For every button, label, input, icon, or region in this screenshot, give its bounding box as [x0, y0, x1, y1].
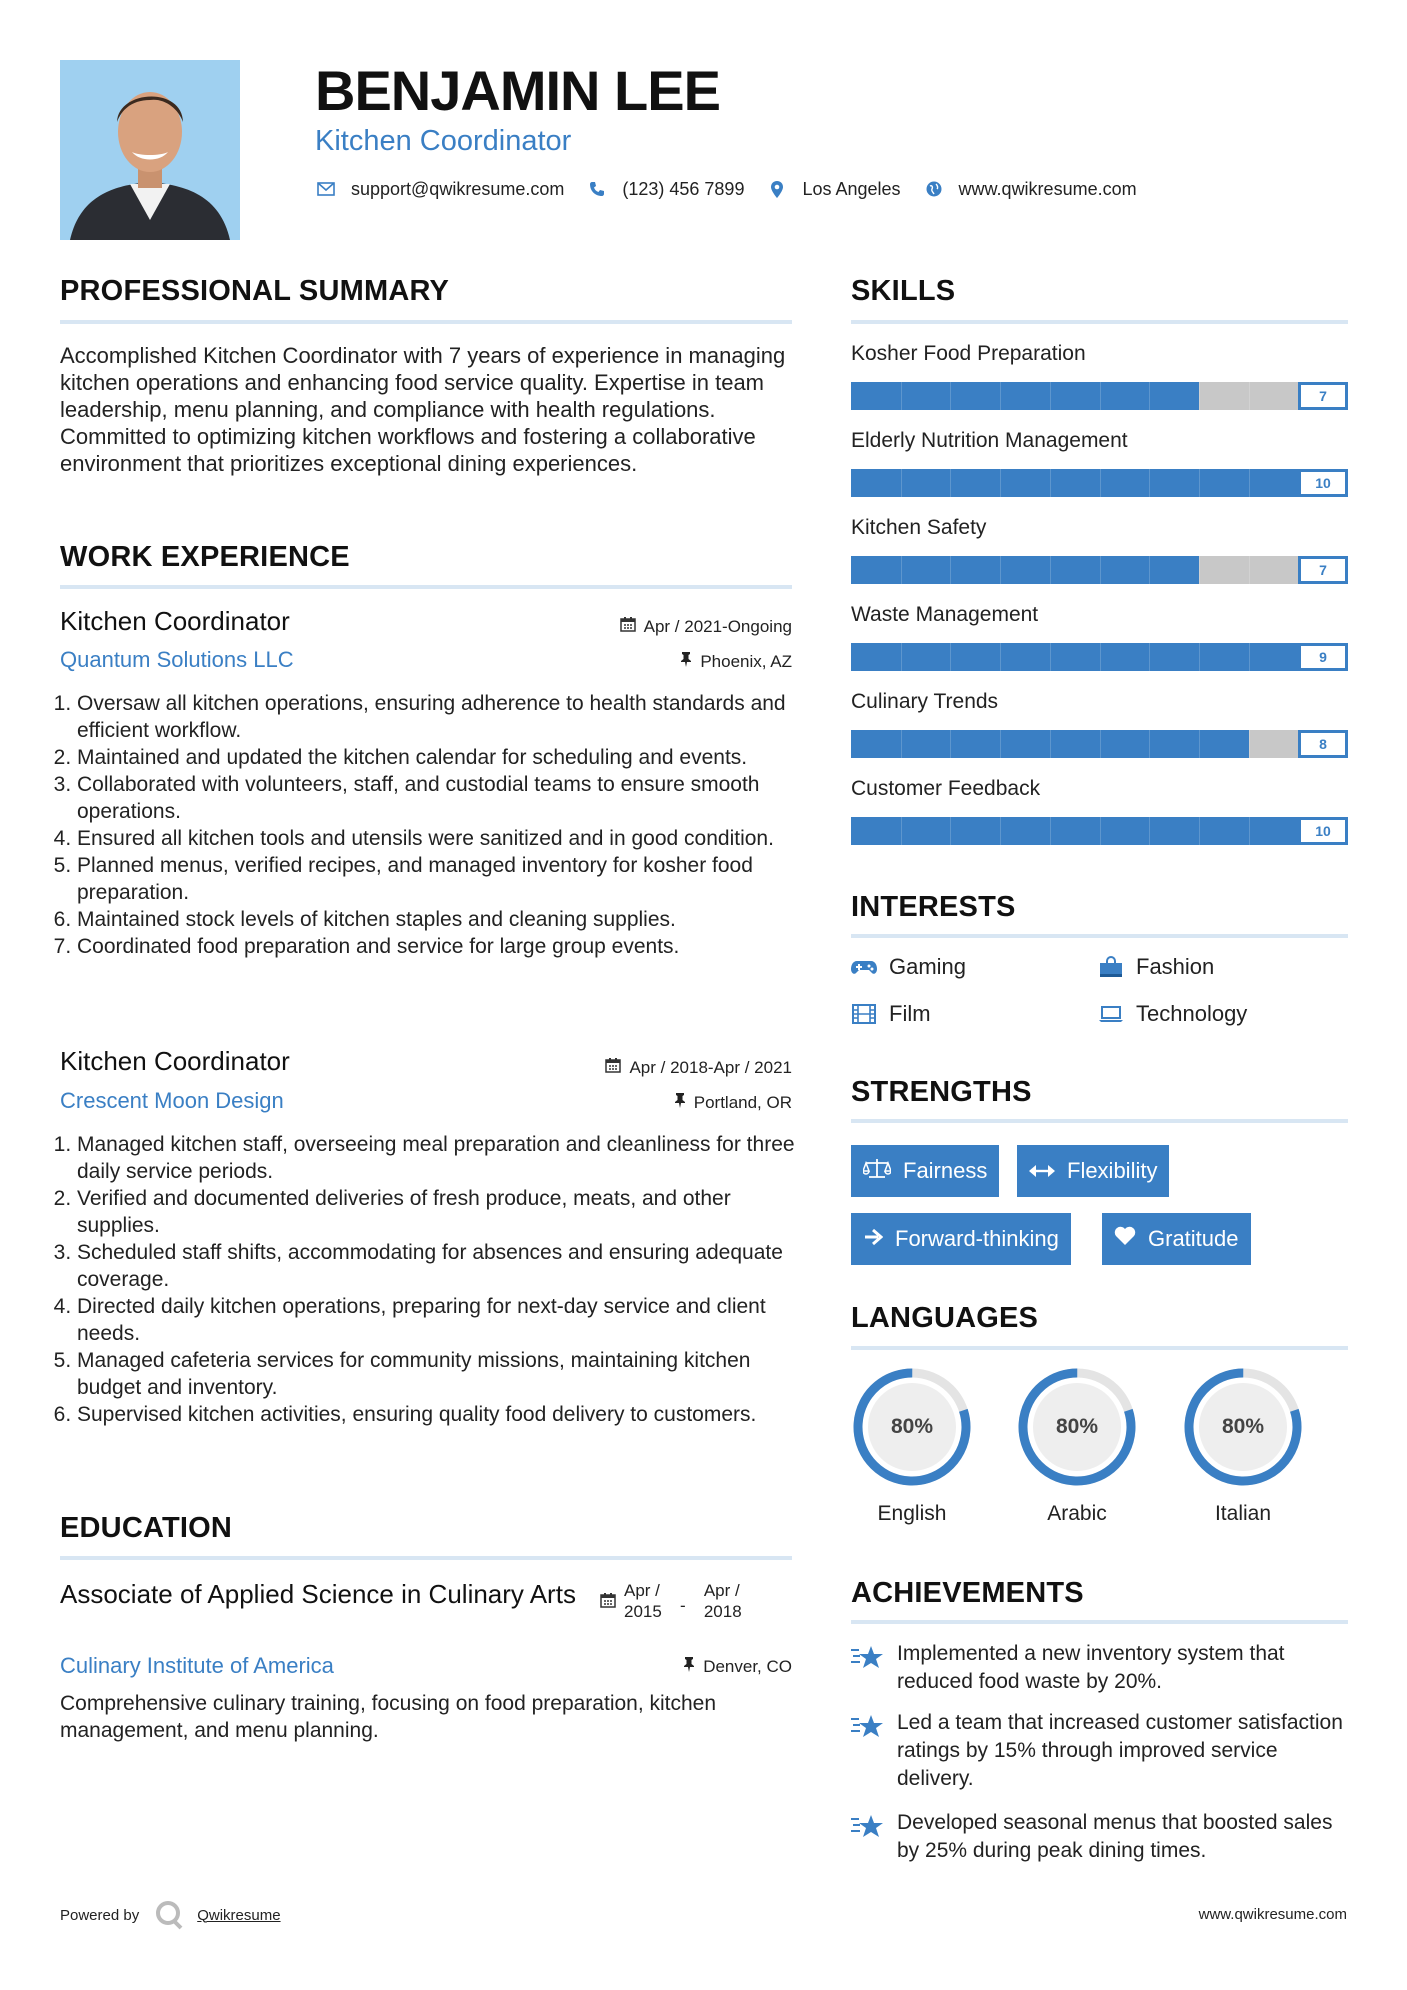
- education-end-year: 2018: [703, 1602, 742, 1621]
- contact-location: Los Angeles: [802, 178, 901, 199]
- laptop-icon: [1098, 1003, 1124, 1025]
- calendar-icon: [605, 1057, 621, 1078]
- contact-phone[interactable]: (123) 456 7899: [622, 178, 745, 199]
- skill-value: 7: [1298, 382, 1348, 410]
- skill-bar-segment: [1249, 469, 1250, 497]
- skill-bar-segment: [1149, 730, 1150, 758]
- skill-bar-fill: [851, 643, 1298, 671]
- powered-by-label: Powered by: [60, 1906, 140, 1924]
- interest-label: Technology: [1136, 1001, 1248, 1026]
- achievement-item: [851, 1809, 1348, 1865]
- skill-bar-segment: [1199, 382, 1200, 410]
- contact-website[interactable]: www.qwikresume.com: [958, 178, 1137, 199]
- skill-bar-segment: [1000, 817, 1001, 845]
- skill-bar-segment: [950, 556, 951, 584]
- skill-bar-segment: [1000, 556, 1001, 584]
- strength-label: Fairness: [903, 1158, 988, 1183]
- skill-value: 10: [1298, 817, 1348, 845]
- strength-tag: [1017, 1145, 1169, 1197]
- skill-bar-segment: [1149, 556, 1150, 584]
- skill-bar-segment: [1050, 730, 1051, 758]
- achievement-text: Led a team that increased customer satisfaction ratings by 15% through improved service delivery.: [897, 1711, 1343, 1790]
- skill-bar-segment: [1050, 382, 1051, 410]
- section-divider: [851, 320, 1348, 324]
- job-date: [605, 1057, 792, 1078]
- skill-bar-segment: [901, 556, 902, 584]
- language-label: Italian: [1214, 1502, 1272, 1525]
- footer-powered-by: [60, 1900, 281, 1930]
- interest-item: [1098, 1001, 1247, 1027]
- job-location-text: Portland, OR: [693, 1092, 792, 1112]
- skill-bar-segment: [1149, 643, 1150, 671]
- section-divider: [851, 1119, 1348, 1123]
- interest-item: [1098, 954, 1214, 980]
- interest-item: [851, 954, 966, 980]
- skill-bar-segment: [1249, 382, 1250, 410]
- pushpin-icon: [680, 651, 692, 672]
- pushpin-icon: [683, 1656, 695, 1677]
- skill-bar-segment: [1199, 556, 1200, 584]
- school-name: Culinary Institute of America: [60, 1653, 334, 1678]
- experience-heading: WORK EXPERIENCE: [60, 541, 350, 573]
- education-heading: EDUCATION: [60, 1512, 233, 1544]
- strength-label: Flexibility: [1067, 1158, 1158, 1183]
- education-start-year: 2015: [624, 1602, 662, 1621]
- job-title: Kitchen Coordinator: [60, 606, 290, 636]
- skill-bar-segment: [1149, 817, 1150, 845]
- list-item: 4. Directed daily kitchen operations, preparing for next-day service and client needs.: [77, 1293, 798, 1347]
- skill-bar-segment: [1249, 556, 1250, 584]
- skill-bar-segment: [901, 643, 902, 671]
- education-text: Comprehensive culinary training, focusing on food preparation, kitchen management, and menu planning.: [60, 1692, 717, 1742]
- section-divider: [60, 585, 792, 589]
- skill-bar-segment: [1050, 643, 1051, 671]
- strength-tag: [851, 1213, 1071, 1265]
- summary-text: Accomplished Kitchen Coordinator with 7 years of experience in managing kitchen operations and enhancing food service quality. Expertise in team leadership, menu planning, and compliance with health regulations. Committed to optimizing kitchen workflows and fostering a collaborative environment that prioritizes exceptional dining experiences.: [60, 343, 786, 476]
- job-duties: [58, 690, 798, 960]
- calendar-icon: [620, 616, 636, 637]
- skill-bar-segment: [1249, 817, 1250, 845]
- skill-bar-segment: [1199, 817, 1200, 845]
- list-item: 3. Scheduled staff shifts, accommodating for absences and ensuring adequate coverage.: [77, 1239, 798, 1293]
- skill-bar-segment: [1249, 643, 1250, 671]
- balance-scale-icon: [863, 1157, 891, 1185]
- skill-label: Waste Management: [851, 603, 1039, 626]
- arrow-right-icon: [863, 1226, 883, 1252]
- skill-value: 9: [1298, 643, 1348, 671]
- list-item: 4. Ensured all kitchen tools and utensils were sanitized and in good condition.: [77, 825, 798, 852]
- skill-bar-segment: [1199, 730, 1200, 758]
- interest-label: Gaming: [889, 954, 967, 979]
- skill-label: Culinary Trends: [851, 690, 999, 713]
- date-separator: -: [679, 1596, 686, 1615]
- education-start-month: Apr /: [624, 1581, 660, 1600]
- qwikresume-link[interactable]: Qwikresume: [197, 1906, 281, 1924]
- skill-bar-segment: [950, 382, 951, 410]
- contact-bar: [315, 178, 1159, 200]
- list-item: 2. Verified and documented deliveries of fresh produce, meats, and other supplies.: [77, 1185, 798, 1239]
- job-date: [620, 616, 792, 637]
- skill-bar-segment: [901, 469, 902, 497]
- list-item: 5. Planned menus, verified recipes, and managed inventory for kosher food preparation.: [77, 852, 798, 906]
- skill-value: 8: [1298, 730, 1348, 758]
- map-pin-icon: [766, 178, 788, 200]
- job-location: [680, 651, 792, 672]
- skill-bar-segment: [1000, 382, 1001, 410]
- section-divider: [851, 1346, 1348, 1350]
- shooting-star-icon: [851, 1809, 885, 1865]
- job-duties: [58, 1131, 798, 1428]
- skill-bar-segment: [1000, 469, 1001, 497]
- skill-bar-segment: [1149, 382, 1150, 410]
- skill-bar-segment: [1100, 382, 1101, 410]
- skill-label: Customer Feedback: [851, 777, 1041, 800]
- achievement-item: [851, 1640, 1348, 1696]
- globe-icon: [923, 178, 945, 200]
- language-percent: 80%: [890, 1415, 934, 1438]
- achievement-text: Implemented a new inventory system that reduced food waste by 20%.: [897, 1642, 1285, 1693]
- achievements-heading: ACHIEVEMENTS: [851, 1577, 1084, 1609]
- skill-bar-segment: [1000, 730, 1001, 758]
- languages-heading: LANGUAGES: [851, 1302, 1039, 1334]
- skill-bar-fill: [851, 382, 1199, 410]
- job-location-text: Phoenix, AZ: [700, 651, 792, 671]
- skill-bar-segment: [1100, 730, 1101, 758]
- interest-label: Fashion: [1136, 954, 1215, 979]
- skill-bar-segment: [950, 469, 951, 497]
- gamepad-icon: [851, 956, 877, 978]
- arrows-horizontal-icon: [1029, 1158, 1055, 1184]
- calendar-icon: [600, 1580, 616, 1613]
- skill-label: Elderly Nutrition Management: [851, 429, 1128, 452]
- skill-value: 10: [1298, 469, 1348, 497]
- skill-bar-segment: [1050, 817, 1051, 845]
- list-item: 5. Managed cafeteria services for community missions, maintaining kitchen budget and inventory.: [77, 1347, 798, 1401]
- envelope-icon: [315, 178, 337, 200]
- candidate-name: BENJAMIN LEE: [315, 59, 720, 122]
- skill-bar-segment: [950, 643, 951, 671]
- phone-icon: [586, 178, 608, 200]
- interest-label: Film: [889, 1001, 931, 1026]
- achievement-text: Developed seasonal menus that boosted sales by 25% during peak dining times.: [897, 1811, 1333, 1862]
- shooting-star-icon: [851, 1640, 885, 1696]
- education-end-month: Apr /: [703, 1581, 740, 1600]
- interests-heading: INTERESTS: [851, 891, 1016, 923]
- skill-bar-segment: [901, 730, 902, 758]
- skill-bar-segment: [1050, 469, 1051, 497]
- skill-bar-segment: [901, 817, 902, 845]
- strength-tag: [1102, 1213, 1251, 1265]
- company-name: Quantum Solutions LLC: [60, 647, 294, 672]
- candidate-role: Kitchen Coordinator: [315, 125, 572, 157]
- skill-bar-segment: [1249, 730, 1250, 758]
- qwikresume-logo-icon: [155, 1900, 183, 1930]
- heart-icon: [1114, 1226, 1136, 1252]
- language-ring: [1182, 1366, 1304, 1488]
- education-start: [624, 1580, 662, 1622]
- list-item: 6. Maintained stock levels of kitchen staples and cleaning supplies.: [77, 906, 798, 933]
- profile-photo: [60, 60, 240, 240]
- skill-bar-segment: [1000, 643, 1001, 671]
- job-date-text: Apr / 2018-Apr / 2021: [629, 1057, 792, 1077]
- section-divider: [60, 320, 792, 324]
- skill-bar-segment: [1199, 643, 1200, 671]
- skill-bar-segment: [1100, 556, 1101, 584]
- strength-label: Gratitude: [1148, 1226, 1239, 1251]
- job-location: [674, 1092, 792, 1113]
- education-location-text: Denver, CO: [703, 1656, 792, 1676]
- skill-bar: [851, 643, 1348, 671]
- skill-bar-segment: [901, 382, 902, 410]
- education-location: [683, 1656, 792, 1677]
- skill-bar-segment: [950, 817, 951, 845]
- language-label: English: [877, 1502, 947, 1525]
- list-item: 2. Maintained and updated the kitchen calendar for scheduling and events.: [77, 744, 798, 771]
- skill-bar: [851, 817, 1348, 845]
- skill-bar-segment: [1149, 469, 1150, 497]
- company-name: Crescent Moon Design: [60, 1088, 284, 1113]
- skill-bar: [851, 730, 1348, 758]
- language-label: Arabic: [1047, 1502, 1107, 1525]
- shooting-star-icon: [851, 1709, 885, 1793]
- language-percent: 80%: [1221, 1415, 1265, 1438]
- skill-bar-fill: [851, 556, 1199, 584]
- skill-bar-segment: [1199, 469, 1200, 497]
- footer-url[interactable]: www.qwikresume.com: [1198, 1906, 1347, 1923]
- language-ring: [1016, 1366, 1138, 1488]
- education-end: [704, 1580, 742, 1622]
- section-divider: [851, 934, 1348, 938]
- strength-label: Forward-thinking: [895, 1226, 1059, 1251]
- skill-bar-segment: [1100, 469, 1101, 497]
- skill-bar-segment: [1050, 556, 1051, 584]
- section-divider: [851, 1620, 1348, 1624]
- skill-label: Kitchen Safety: [851, 516, 987, 539]
- job-title: Kitchen Coordinator: [60, 1046, 290, 1076]
- achievement-item: [851, 1709, 1348, 1793]
- list-item: 7. Coordinated food preparation and service for large group events.: [77, 933, 798, 960]
- film-icon: [851, 1003, 877, 1025]
- list-item: 1. Managed kitchen staff, overseeing meal preparation and cleanliness for three daily service periods.: [77, 1131, 798, 1185]
- language-percent: 80%: [1055, 1415, 1099, 1438]
- section-divider: [60, 1556, 792, 1560]
- list-item: 6. Supervised kitchen activities, ensuring quality food delivery to customers.: [77, 1401, 798, 1428]
- strength-tag: [851, 1145, 999, 1197]
- skills-heading: SKILLS: [851, 275, 956, 307]
- summary-heading: PROFESSIONAL SUMMARY: [60, 275, 450, 307]
- skill-value: 7: [1298, 556, 1348, 584]
- skill-bar: [851, 469, 1348, 497]
- skill-label: Kosher Food Preparation: [851, 342, 1086, 365]
- degree-title: Associate of Applied Science in Culinary Arts: [60, 1579, 576, 1609]
- language-ring: [851, 1366, 973, 1488]
- job-date-text: Apr / 2021-Ongoing: [643, 616, 792, 636]
- pushpin-icon: [674, 1092, 686, 1113]
- list-item: 1. Oversaw all kitchen operations, ensuring adherence to health standards and efficient workflow.: [77, 690, 798, 744]
- skill-bar: [851, 382, 1348, 410]
- skill-bar-segment: [1100, 643, 1101, 671]
- strengths-heading: STRENGTHS: [851, 1076, 1032, 1108]
- list-item: 3. Collaborated with volunteers, staff, and custodial teams to ensure smooth operations.: [77, 771, 798, 825]
- skill-bar-segment: [1100, 817, 1101, 845]
- shopping-bag-icon: [1098, 956, 1124, 978]
- skill-bar: [851, 556, 1348, 584]
- contact-email[interactable]: support@qwikresume.com: [351, 178, 565, 199]
- skill-bar-segment: [950, 730, 951, 758]
- interest-item: [851, 1001, 931, 1027]
- education-date: [600, 1580, 742, 1622]
